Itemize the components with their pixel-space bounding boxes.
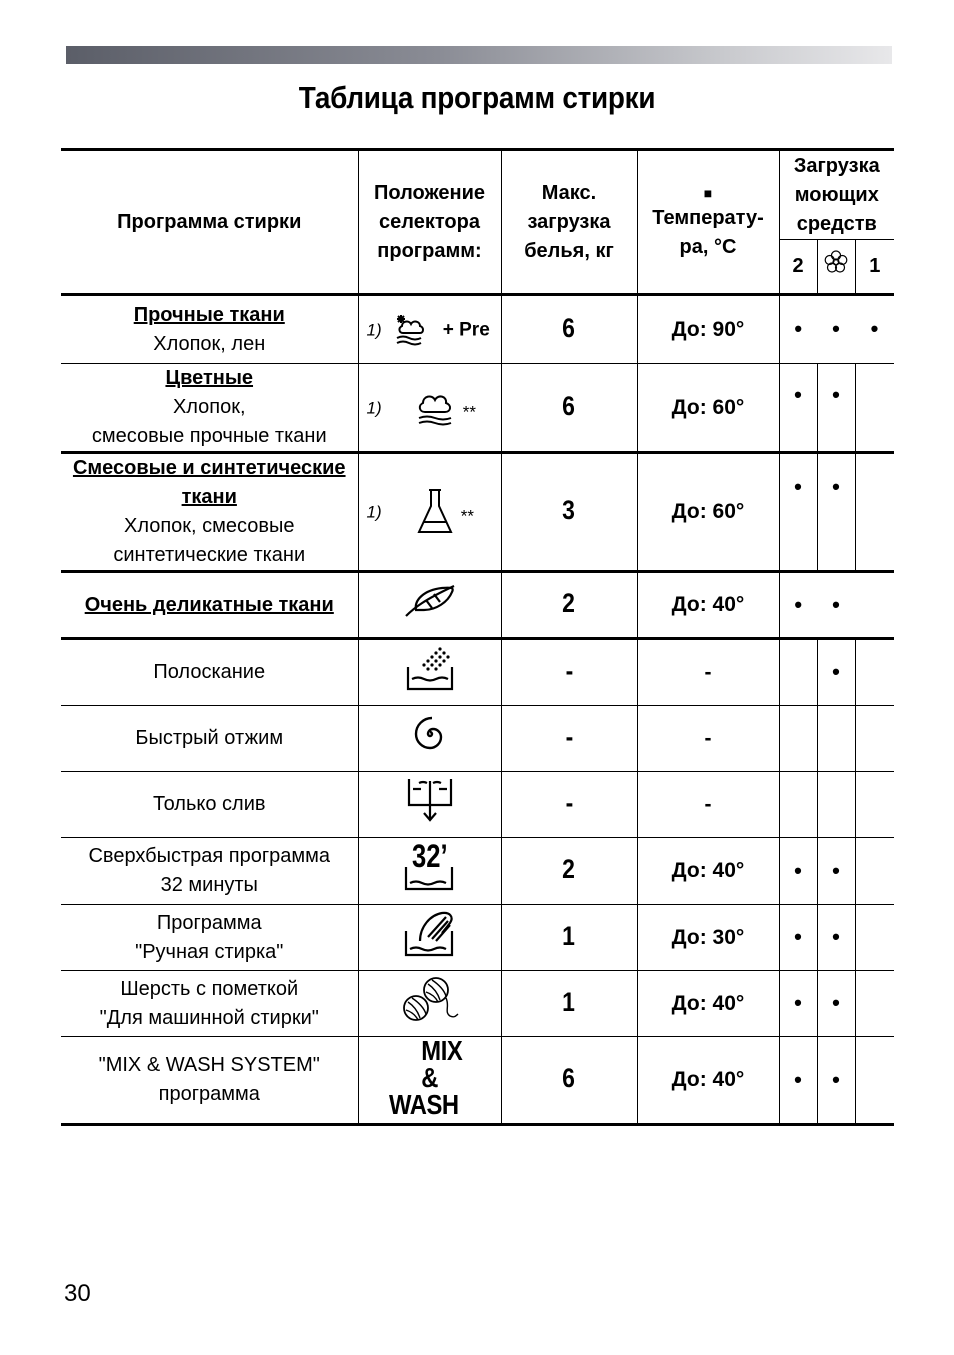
spin-icon xyxy=(410,714,450,754)
temperature-value: До: 40° xyxy=(671,991,745,1015)
program-name: Смесовые и синтетические ткани xyxy=(72,457,346,508)
program-desc: Сверхбыстрая программа xyxy=(88,845,330,867)
program-name: Прочные ткани xyxy=(133,303,285,326)
max-load-value: - xyxy=(565,721,573,752)
detergent-dot: • xyxy=(794,924,802,949)
program-desc: Быстрый отжим xyxy=(135,727,284,749)
flask-icon xyxy=(415,486,455,538)
program-desc: "MIX & WASH SYSTEM" xyxy=(98,1054,320,1076)
header-gradient-bar xyxy=(66,46,892,64)
temperature-value: До: 40° xyxy=(671,1068,745,1091)
detergent-dot: • xyxy=(870,316,879,341)
header-selector: Положение селектора программ: xyxy=(358,150,501,295)
program-desc-2: 32 минуты xyxy=(160,874,258,896)
temperature-value: - xyxy=(704,792,712,816)
rinse-icon xyxy=(402,643,458,693)
table-row xyxy=(61,772,894,838)
prewash-label: + Pre xyxy=(442,318,490,340)
program-desc-2: "Ручная стирка" xyxy=(135,940,284,963)
detergent-dot: • xyxy=(832,857,840,883)
header-temperature: ■ Температу-ра, °С xyxy=(637,150,779,295)
max-load-value: 1 xyxy=(562,920,576,951)
program-desc: Хлопок, xyxy=(172,396,246,418)
program-desc: Только слив xyxy=(152,793,266,815)
detergent-dot: • xyxy=(794,316,803,341)
program-name: Цветные xyxy=(165,367,254,389)
temperature-value: До: 60° xyxy=(671,500,745,523)
footnote-ref: 1) xyxy=(366,319,382,339)
detergent-dot: • xyxy=(832,1066,840,1092)
table-row xyxy=(61,572,894,639)
max-load-value: 6 xyxy=(562,312,576,343)
page-title: Таблица программ стирки xyxy=(298,80,656,115)
program-desc: Полоскание xyxy=(153,661,266,683)
det-col-2: 2 xyxy=(779,240,817,295)
max-load-value: 6 xyxy=(562,390,576,421)
hand-wash-icon xyxy=(402,907,458,959)
programs-table xyxy=(61,148,894,1126)
table-row xyxy=(61,1037,894,1125)
header-max-load: Макс. загрузка белья, кг xyxy=(501,150,637,295)
detergent-dot: • xyxy=(832,924,840,949)
mix-wash-icon xyxy=(389,1037,484,1118)
temp-marker: ■ xyxy=(703,185,713,201)
temperature-value: До: 40° xyxy=(671,593,745,616)
quick-32-label: 32’ xyxy=(411,837,448,874)
temperature-value: До: 90° xyxy=(671,317,745,341)
program-desc-2: программа xyxy=(158,1083,260,1105)
wool-icon xyxy=(400,972,460,1026)
table-row xyxy=(61,364,894,453)
max-load-value: 3 xyxy=(562,495,576,525)
flower-icon xyxy=(823,249,849,275)
temperature-value: - xyxy=(704,726,712,750)
program-desc-2: смесовые прочные ткани xyxy=(91,425,327,447)
detergent-dot: • xyxy=(794,382,802,407)
temperature-value: До: 30° xyxy=(671,925,745,949)
detergent-dot: • xyxy=(794,857,802,883)
mix-wash-line2: WASH xyxy=(388,1089,459,1120)
asterisks: ** xyxy=(462,401,476,421)
footnote-ref: 1) xyxy=(366,502,382,522)
det-col-flower xyxy=(817,240,855,295)
detergent-dot: • xyxy=(794,1066,802,1092)
detergent-dot: • xyxy=(832,316,840,341)
quick-32-icon xyxy=(402,837,458,893)
header-detergent: Загрузка моющих средств xyxy=(779,150,894,240)
max-load-value: 2 xyxy=(562,854,576,884)
program-desc: Хлопок, смесовые xyxy=(123,515,295,537)
table-row xyxy=(61,453,894,572)
program-name: Очень деликатные ткани xyxy=(84,593,334,616)
max-load-value: - xyxy=(565,787,573,818)
detergent-dot: • xyxy=(832,474,840,499)
detergent-dot: • xyxy=(832,990,840,1015)
temperature-value: До: 40° xyxy=(671,859,745,882)
detergent-dot: • xyxy=(832,591,840,617)
table-row xyxy=(61,838,894,905)
feather-icon xyxy=(402,582,458,620)
detergent-dot: • xyxy=(794,591,803,617)
detergent-dot: • xyxy=(794,990,802,1015)
cotton-icon xyxy=(413,388,457,428)
footnote-ref: 1) xyxy=(366,397,382,417)
detergent-dot: • xyxy=(832,659,840,684)
header-program: Программа стирки xyxy=(61,150,358,295)
max-load-value: 1 xyxy=(562,986,576,1017)
det-col-1: 1 xyxy=(855,240,894,295)
table-row xyxy=(61,706,894,772)
page-number: 30 xyxy=(64,1280,91,1307)
table-row xyxy=(61,971,894,1037)
program-desc-2: "Для машинной стирки" xyxy=(99,1006,319,1029)
max-load-value: - xyxy=(565,655,573,686)
table-row xyxy=(61,295,894,364)
temperature-value: - xyxy=(704,660,712,684)
detergent-dot: • xyxy=(794,474,802,499)
drain-icon xyxy=(405,775,455,825)
program-desc: Хлопок, лен xyxy=(153,332,266,355)
max-load-value: 2 xyxy=(562,588,576,618)
program-desc-2: синтетические ткани xyxy=(113,544,306,566)
max-load-value: 6 xyxy=(562,1063,576,1093)
mix-wash-line1: MIX & xyxy=(420,1035,462,1093)
table-row xyxy=(61,905,894,971)
program-desc: Программа xyxy=(156,911,262,934)
temperature-value: До: 60° xyxy=(671,395,745,419)
detergent-dot: • xyxy=(832,382,840,407)
table-row xyxy=(61,639,894,706)
asterisks: ** xyxy=(460,506,474,526)
prewash-cotton-icon xyxy=(393,311,437,349)
program-desc: Шерсть с пометкой xyxy=(120,977,299,1000)
